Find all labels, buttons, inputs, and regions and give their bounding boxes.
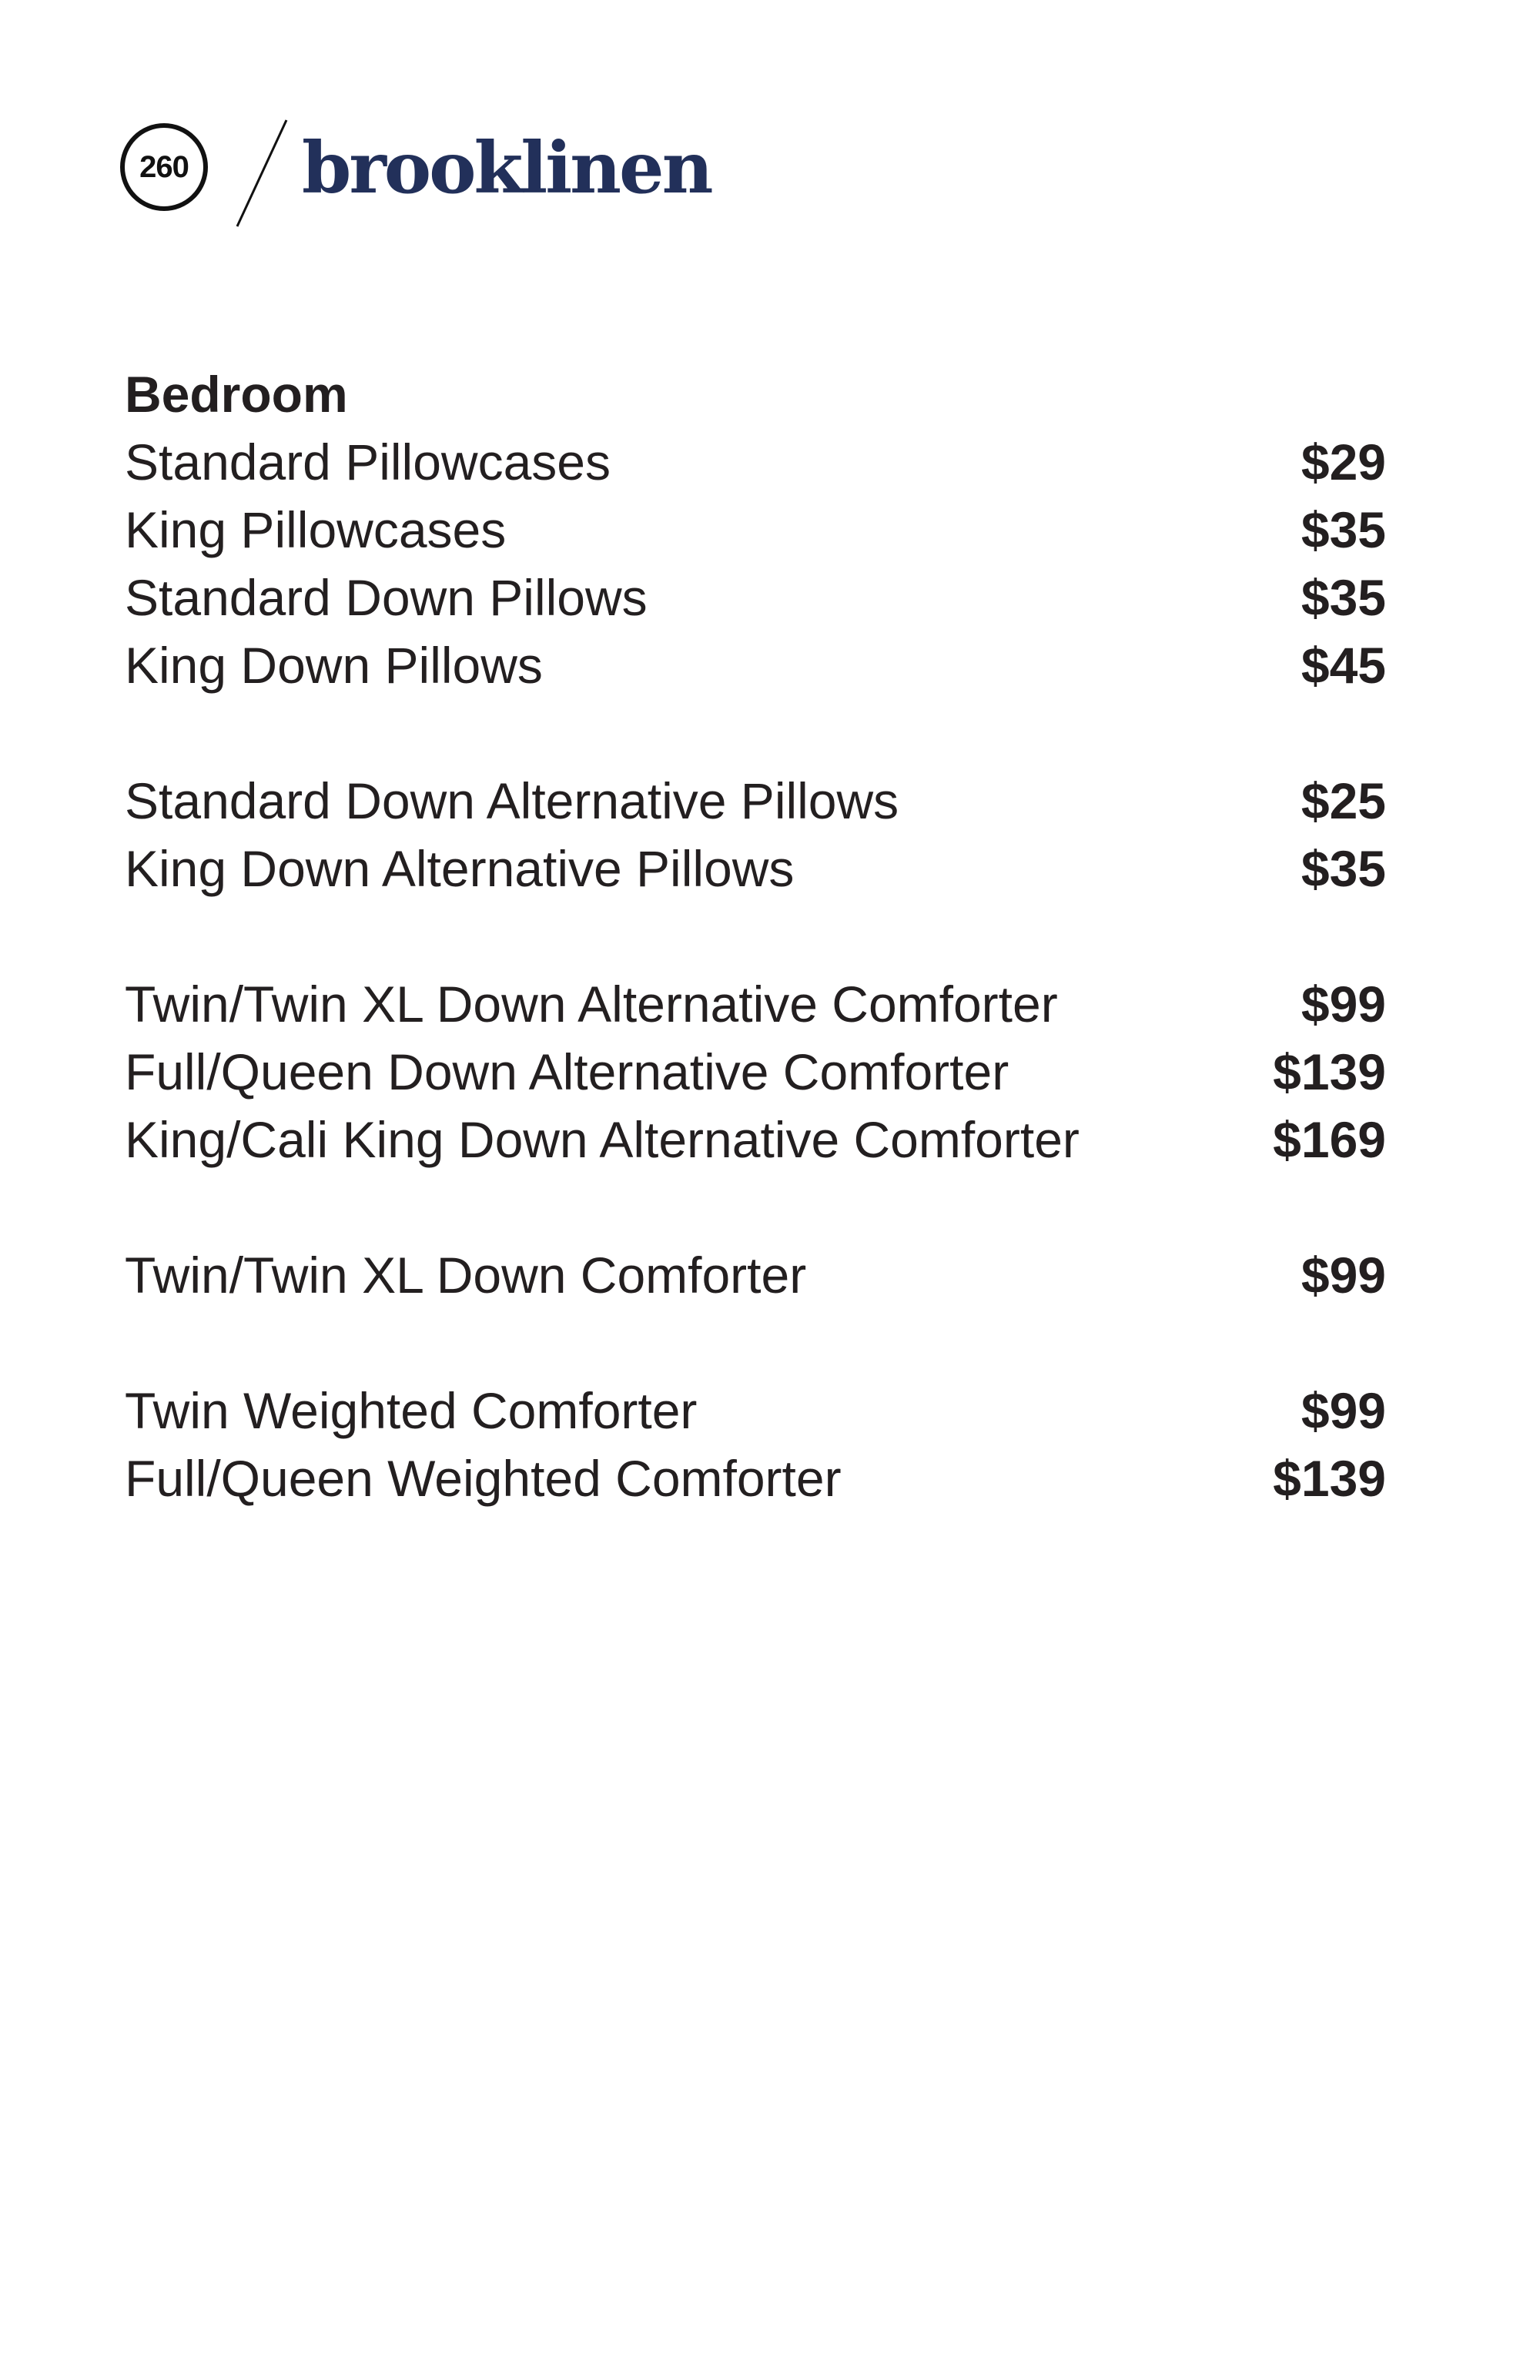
brand-logo: brooklinen [302,126,711,209]
divider-slash [231,115,293,231]
item-group [125,970,1386,1173]
item-price: $139 [1273,1043,1386,1100]
item-name: Twin/Twin XL Down Alternative Comforter [125,976,1058,1033]
item-name: King/Cali King Down Alternative Comforter [125,1111,1080,1168]
list-item [125,631,1386,699]
item-name: Standard Pillowcases [125,433,611,490]
item-price: $99 [1301,976,1386,1033]
item-price: $99 [1301,1382,1386,1439]
page-number-badge: 260 [120,123,208,211]
item-name: Standard Down Pillows [125,569,648,626]
item-name: Full/Queen Down Alternative Comforter [125,1043,1009,1100]
item-name: Twin Weighted Comforter [125,1382,698,1439]
list-item [125,564,1386,631]
item-name: Full/Queen Weighted Comforter [125,1450,842,1507]
item-price: $35 [1301,569,1386,626]
item-name: King Down Pillows [125,637,543,694]
item-group [125,1241,1386,1309]
item-group [125,1377,1386,1512]
list-item [125,1377,1386,1444]
item-name: King Pillowcases [125,501,507,558]
item-price: $99 [1301,1247,1386,1304]
list-item [125,496,1386,564]
item-price: $35 [1301,501,1386,558]
item-group [125,428,1386,699]
list-item [125,1038,1386,1106]
item-name: Standard Down Alternative Pillows [125,772,899,829]
list-item [125,428,1386,496]
item-price: $25 [1301,772,1386,829]
list-item [125,1444,1386,1512]
group-spacer [125,902,1386,970]
header [116,115,732,239]
item-price: $45 [1301,637,1386,694]
list-item [125,835,1386,902]
list-item [125,970,1386,1038]
group-spacer [125,1309,1386,1377]
group-spacer [125,1173,1386,1241]
list-item [125,1241,1386,1309]
item-price: $169 [1273,1111,1386,1168]
item-name: King Down Alternative Pillows [125,840,795,897]
item-price: $35 [1301,840,1386,897]
price-list [125,360,1386,1512]
item-group [125,767,1386,902]
list-item [125,767,1386,835]
group-spacer [125,699,1386,767]
item-price: $29 [1301,433,1386,490]
item-price: $139 [1273,1450,1386,1507]
section-title: Bedroom [125,366,348,423]
list-item [125,1106,1386,1173]
item-name: Twin/Twin XL Down Comforter [125,1247,807,1304]
